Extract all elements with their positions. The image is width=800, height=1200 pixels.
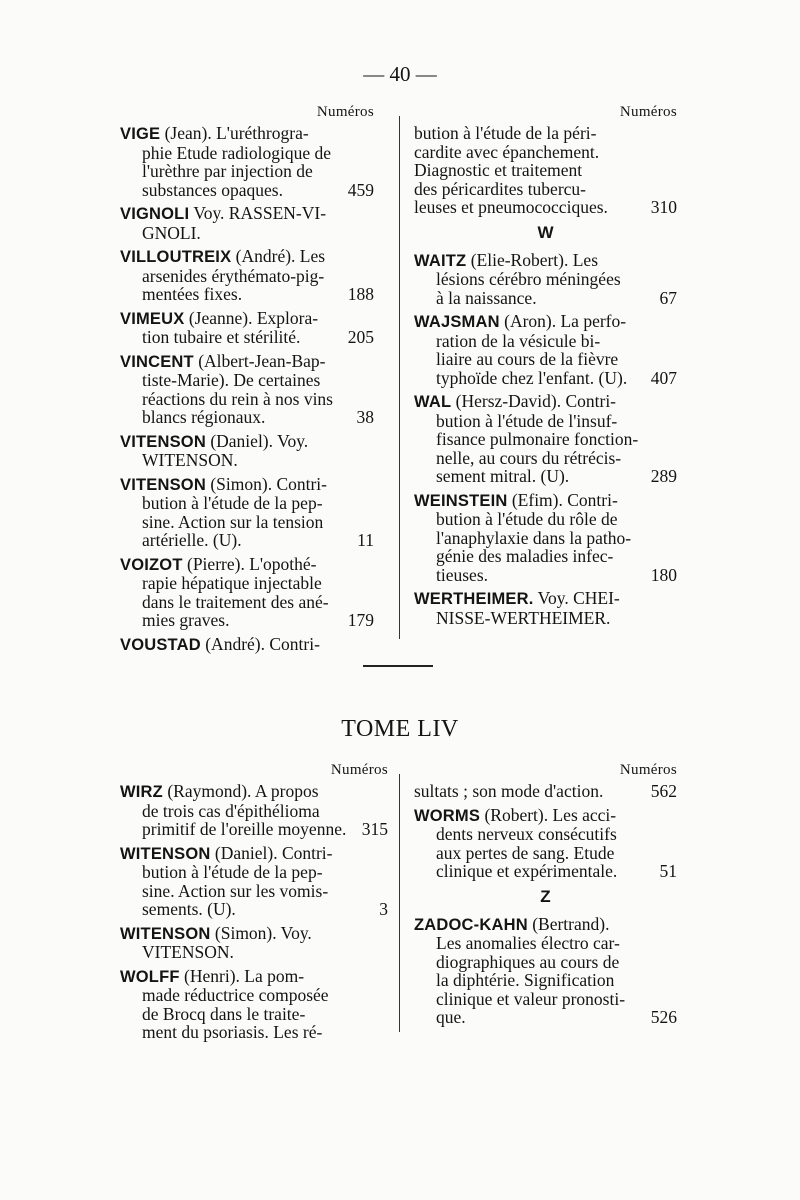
continued-entry bbox=[414, 124, 677, 217]
entry-number: 3 bbox=[379, 899, 388, 919]
index-entry bbox=[414, 589, 677, 627]
entry-line: nelle, au cours du rétrécis- bbox=[436, 447, 622, 468]
entry-line bbox=[120, 352, 374, 372]
entry-text: (Jean). L'uréthrogra- bbox=[164, 123, 309, 143]
author-name: VILLOUTREIX bbox=[120, 248, 232, 266]
author-name: VITENSON bbox=[120, 475, 206, 494]
entry-line: bution à l'étude du rôle de bbox=[436, 509, 618, 529]
entry-line bbox=[414, 251, 677, 271]
author-name: VIGNOLI bbox=[120, 205, 190, 223]
index-entry bbox=[414, 251, 677, 308]
entry-line: clinique et valeur pronosti- bbox=[436, 988, 626, 1009]
author-name: ZADOC-KAHN bbox=[414, 915, 528, 934]
author-name: WEINSTEIN bbox=[414, 491, 508, 510]
entry-line bbox=[120, 475, 374, 495]
entry-text: (Simon). Contri- bbox=[210, 473, 327, 494]
entry-line: fisance pulmonaire fonction- bbox=[436, 429, 639, 449]
entry-line: réactions du rein à nos vins bbox=[142, 388, 333, 409]
entry-line: blancs régionaux. bbox=[142, 407, 266, 427]
entry-line: Les anomalies électro car- bbox=[436, 933, 620, 953]
author-name: VOUSTAD bbox=[120, 635, 201, 654]
entry-number: 188 bbox=[347, 284, 374, 304]
entry-text: (Raymond). A propos bbox=[167, 781, 319, 801]
section2-right-column bbox=[414, 762, 677, 1032]
numeros-header: Numéros bbox=[619, 762, 677, 778]
entry-line: mentées fixes. bbox=[142, 284, 243, 304]
entry-line: de Brocq dans le traite- bbox=[142, 1003, 306, 1024]
author-name: WORMS bbox=[414, 806, 481, 825]
numeros-header: Numéros bbox=[316, 104, 374, 120]
author-name: VINCENT bbox=[120, 352, 194, 371]
column-divider bbox=[399, 774, 400, 1032]
index-entry bbox=[120, 352, 374, 427]
index-entry bbox=[414, 915, 677, 1027]
entry-line: de trois cas d'épithélioma bbox=[142, 800, 320, 821]
entry-line bbox=[120, 555, 374, 575]
entry-line: génie des maladies infec- bbox=[436, 546, 614, 566]
entry-number: 180 bbox=[650, 564, 677, 585]
entry-line: artérielle. (U). bbox=[142, 530, 242, 550]
entry-line: des péricardites tubercu- bbox=[414, 178, 587, 199]
numeros-header: Numéros bbox=[330, 762, 388, 778]
entry-line: bution à l'étude de l'insuf- bbox=[436, 410, 618, 431]
index-entry bbox=[120, 432, 374, 470]
continued-entry-text bbox=[414, 782, 677, 801]
index-entry bbox=[120, 124, 374, 199]
index-entry bbox=[120, 782, 388, 839]
entry-line: Diagnostic et traitement bbox=[414, 160, 583, 180]
author-name: WIRZ bbox=[120, 783, 163, 801]
entry-line: VITENSON. bbox=[142, 942, 234, 962]
entry-line: arsenides érythémato-pig- bbox=[142, 265, 325, 286]
entry-text: Voy. RASSEN-VI- bbox=[193, 203, 327, 223]
column-divider bbox=[399, 116, 400, 639]
section-letter-w: W bbox=[537, 222, 554, 242]
entry-line bbox=[120, 204, 374, 224]
entry-line: tiste-Marie). De certaines bbox=[142, 370, 321, 390]
entry-number: 205 bbox=[347, 327, 374, 347]
index-entry bbox=[120, 844, 388, 919]
entry-line: lésions cérébro méningées bbox=[436, 269, 621, 289]
entry-line: dans le traitement des ané- bbox=[142, 591, 329, 612]
entry-line: mies graves. bbox=[142, 610, 230, 630]
entry-line: bution à l'étude de la pep- bbox=[142, 862, 323, 882]
entry-line bbox=[120, 924, 388, 944]
numeros-header: Numéros bbox=[619, 104, 677, 120]
entry-number: 51 bbox=[659, 861, 677, 881]
author-name: WITENSON bbox=[120, 924, 211, 943]
entry-line bbox=[414, 392, 677, 412]
entry-number: 310 bbox=[650, 197, 677, 217]
section-letter-z: Z bbox=[540, 886, 551, 906]
entry-line bbox=[120, 124, 374, 144]
entry-text: (Bertrand). bbox=[532, 913, 610, 934]
entry-list bbox=[414, 251, 677, 628]
entry-line bbox=[120, 309, 374, 329]
index-entry bbox=[120, 555, 374, 630]
entry-text: (André). Contri- bbox=[205, 633, 320, 654]
entry-number: 315 bbox=[361, 819, 388, 839]
entry-text: Voy. CHEI- bbox=[537, 588, 620, 608]
entry-text: (Daniel). Contri- bbox=[214, 842, 333, 863]
entry-text: (Albert-Jean-Bap- bbox=[198, 350, 326, 371]
entry-line bbox=[414, 312, 677, 332]
entry-text: (Efim). Contri- bbox=[511, 489, 618, 510]
entry-text: (Elie-Robert). Les bbox=[470, 249, 599, 270]
entry-number: 459 bbox=[347, 179, 374, 200]
entry-line bbox=[414, 491, 677, 511]
entry-number: 562 bbox=[650, 781, 677, 801]
entry-line: bution à l'étude de la péri- bbox=[414, 123, 597, 143]
index-entry bbox=[414, 392, 677, 486]
entry-line: aux pertes de sang. Etude bbox=[436, 842, 615, 863]
entry-line: sement mitral. (U). bbox=[436, 466, 570, 486]
continued-entry bbox=[414, 782, 677, 801]
entry-line: ment du psoriasis. Les ré- bbox=[142, 1022, 323, 1042]
entry-text: (Daniel). Voy. bbox=[210, 430, 309, 451]
entry-number: 179 bbox=[347, 610, 374, 630]
entry-line: ration de la vésicule bi- bbox=[436, 330, 601, 351]
author-name: VITENSON bbox=[120, 432, 206, 451]
entry-line: substances opaques. bbox=[142, 179, 283, 200]
entry-text: (Hersz-David). Contri- bbox=[455, 391, 617, 411]
entry-list bbox=[120, 782, 388, 1042]
entry-line bbox=[414, 589, 677, 609]
entry-line: cardite avec épanchement. bbox=[414, 141, 600, 162]
page-number: — 40 — bbox=[363, 62, 437, 86]
section2-left-column bbox=[120, 762, 388, 1047]
section1-left-column bbox=[120, 104, 374, 659]
entry-number: 407 bbox=[650, 367, 677, 388]
author-name: VIMEUX bbox=[120, 309, 185, 328]
entry-text: (Aron). La perfo- bbox=[504, 311, 627, 331]
index-entry bbox=[120, 967, 388, 1042]
horizontal-rule bbox=[363, 665, 433, 667]
entry-list bbox=[414, 915, 677, 1027]
entry-number: 526 bbox=[650, 1007, 677, 1027]
entry-line: sultats ; son mode d'action. bbox=[414, 781, 604, 801]
author-name: WERTHEIMER. bbox=[414, 590, 534, 608]
entry-line: tion tubaire et stérilité. bbox=[142, 327, 301, 347]
author-name: VIGE bbox=[120, 125, 161, 143]
index-entry bbox=[120, 924, 388, 962]
entry-line: la diphtérie. Signification bbox=[436, 970, 615, 990]
entry-line: liaire au cours de la fièvre bbox=[436, 349, 619, 369]
author-name: WITENSON bbox=[120, 844, 211, 863]
entry-line bbox=[120, 967, 388, 987]
entry-number: 289 bbox=[650, 466, 677, 486]
entry-text: (André). Les bbox=[235, 246, 326, 266]
entry-line: l'anaphylaxie dans la patho- bbox=[436, 527, 632, 548]
entry-line bbox=[120, 247, 374, 267]
entry-line bbox=[414, 915, 677, 935]
entry-text: (Simon). Voy. bbox=[214, 922, 312, 943]
author-name: VOIZOT bbox=[120, 555, 183, 574]
entry-line bbox=[120, 635, 374, 655]
entry-number: 38 bbox=[356, 407, 374, 427]
entry-line: à la naissance. bbox=[436, 287, 537, 308]
entry-number: 11 bbox=[357, 530, 374, 550]
entry-line bbox=[120, 844, 388, 864]
entry-line: primitif de l'oreille moyenne. bbox=[142, 819, 347, 839]
author-name: WAL bbox=[414, 393, 452, 411]
entry-line: clinique et expérimentale. bbox=[436, 861, 618, 881]
index-entry bbox=[120, 309, 374, 347]
entry-text: (Pierre). L'opothé- bbox=[187, 553, 317, 574]
entry-text: (Robert). Les acci- bbox=[484, 804, 617, 825]
index-entry bbox=[120, 635, 374, 655]
entry-text: (Henri). La pom- bbox=[184, 965, 305, 986]
entry-line: tieuses. bbox=[436, 564, 489, 585]
entry-line bbox=[414, 806, 677, 826]
entry-line: rapie hépatique injectable bbox=[142, 573, 322, 593]
entry-line: diographiques au cours de bbox=[436, 951, 620, 972]
tome-title: TOME LIV bbox=[341, 716, 459, 742]
index-entry bbox=[414, 491, 677, 585]
entry-line: sine. Action sur la tension bbox=[142, 511, 324, 532]
index-entry bbox=[414, 806, 677, 881]
index-entry bbox=[414, 312, 677, 387]
continued-entry-text bbox=[414, 124, 677, 217]
entry-list bbox=[120, 124, 374, 654]
entry-line: que. bbox=[436, 1007, 466, 1027]
author-name: WAJSMAN bbox=[414, 313, 500, 331]
author-name: WAITZ bbox=[414, 251, 467, 270]
entry-line: made réductrice composée bbox=[142, 985, 329, 1005]
entry-list bbox=[414, 806, 677, 881]
index-entry bbox=[120, 247, 374, 304]
entry-text: (Jeanne). Explora- bbox=[188, 307, 319, 328]
entry-line: WITENSON. bbox=[142, 450, 238, 470]
entry-number: 67 bbox=[659, 287, 677, 308]
entry-line: sine. Action sur les vomis- bbox=[142, 880, 329, 901]
author-name: WOLFF bbox=[120, 967, 180, 986]
index-entry bbox=[120, 204, 374, 242]
entry-line bbox=[120, 782, 388, 802]
entry-line: typhoïde chez l'enfant. (U). bbox=[436, 367, 628, 388]
entry-line: bution à l'étude de la pep- bbox=[142, 493, 323, 513]
entry-line: GNOLI. bbox=[142, 222, 201, 243]
entry-line: NISSE-WERTHEIMER. bbox=[436, 607, 611, 628]
entry-line: dents nerveux consécutifs bbox=[436, 824, 617, 844]
index-entry bbox=[120, 475, 374, 550]
entry-line: l'urèthre par injection de bbox=[142, 161, 313, 181]
section1-right-column bbox=[414, 104, 677, 632]
entry-line: leuses et pneumococciques. bbox=[414, 197, 608, 217]
entry-line: phie Etude radiologique de bbox=[142, 142, 332, 163]
entry-line: sements. (U). bbox=[142, 899, 236, 919]
entry-line bbox=[120, 432, 374, 452]
